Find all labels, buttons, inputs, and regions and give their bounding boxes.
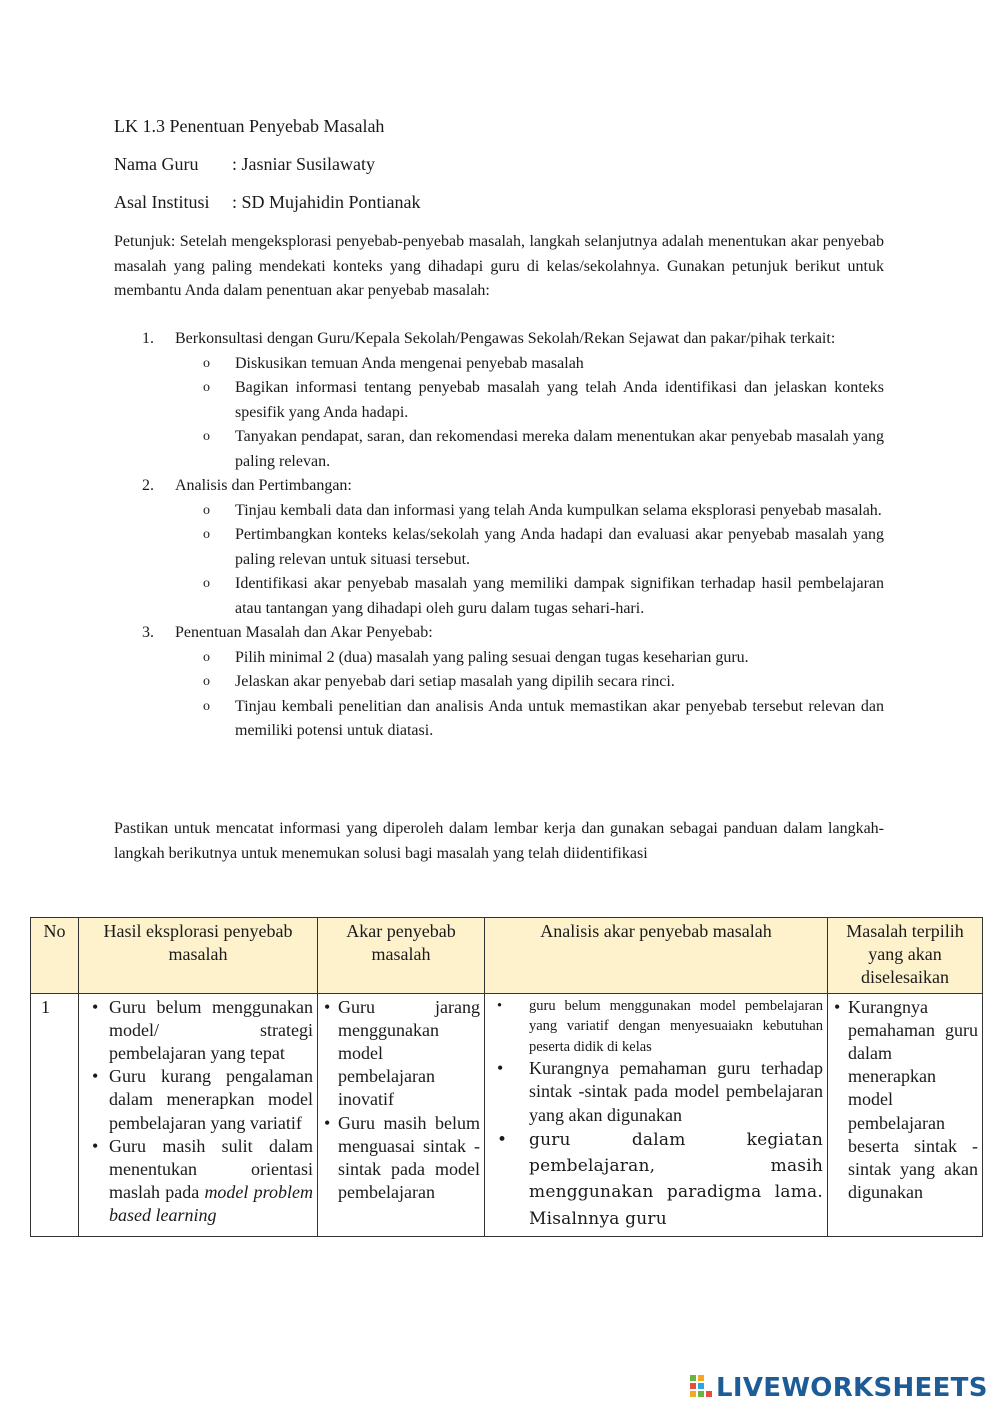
step-item xyxy=(114,474,884,499)
list-item: • Kurangnya pemahaman guru dalam menerapkan model pembelajaran beserta sintak - sintak yang akan digunakan xyxy=(832,996,978,1205)
circle-bullet-icon: o xyxy=(203,527,210,542)
instruction-steps xyxy=(114,327,884,744)
cell-hasil[interactable] xyxy=(79,993,318,1236)
circle-bullet-icon: o xyxy=(203,649,210,665)
step-subitem: o Bagikan informasi tentang penyebab masalah yang telah Anda identifikasi dan jelaskan konteks spesifik yang Anda hadapi. xyxy=(114,376,884,425)
institution-value: : SD Mujahidin Pontianak xyxy=(232,192,421,212)
step-subitem: o Jelaskan akar penyebab dari setiap masalah yang dipilih secara rinci. xyxy=(114,670,884,695)
list-item: • guru belum menggunakan model pembelajaran yang variatif dengan menyesuaiakn kebutuhan peserta didik di kelas xyxy=(489,996,823,1058)
col-header-analisis: Analisis akar penyebab masalah xyxy=(485,918,828,994)
circle-bullet-icon: o xyxy=(203,576,210,591)
step-number: 2. xyxy=(142,477,154,494)
root-cause-table xyxy=(30,917,983,1237)
step-item xyxy=(114,621,884,646)
step-item xyxy=(114,327,884,352)
cell-akar[interactable] xyxy=(318,993,485,1236)
step-subitem: o Identifikasi akar penyebab masalah yang memiliki dampak signifikan terhadap hasil pembelajaran atau tantangan yang dihadapi oleh guru dalam tugas sehari-hari. xyxy=(114,572,884,621)
step-subitem: o Tinjau kembali data dan informasi yang telah Anda kumpulkan selama eksplorasi penyebab masalah. xyxy=(114,499,884,524)
list-item: • Kurangnya pemahaman guru terhadap sintak -sintak pada model pembelajaran yang akan digunakan xyxy=(489,1057,823,1127)
teacher-name-value: : Jasniar Susilawaty xyxy=(232,154,375,174)
step-text: Penentuan Masalah dan Akar Penyebab: xyxy=(175,624,433,641)
col-header-akar: Akar penyebab masalah xyxy=(318,918,485,994)
step-subitem: o Pilih minimal 2 (dua) masalah yang paling sesuai dengan tugas keseharian guru. xyxy=(114,646,884,671)
circle-bullet-icon: o xyxy=(203,429,210,444)
circle-bullet-icon: o xyxy=(203,355,210,371)
closing-paragraph: Pastikan untuk mencatat informasi yang diperoleh dalam lembar kerja dan gunakan sebagai panduan dalam langkah-langkah berikutnya untuk menemukan solusi bagi masalah yang telah diidentifikasi xyxy=(114,820,884,862)
step-subitem: o Pertimbangkan konteks kelas/sekolah yang Anda hadapi dan evaluasi akar penyebab masalah yang paling relevan untuk situasi tersebut. xyxy=(114,523,884,572)
logo-text: LIVEWORKSHEETS xyxy=(716,1373,988,1403)
step-subitem: o Diskusikan temuan Anda mengenai penyebab masalah xyxy=(114,352,884,377)
teacher-name-row xyxy=(114,154,375,175)
worksheet-title: LK 1.3 Penentuan Penyebab Masalah xyxy=(114,116,385,136)
list-item: • Guru masih belum menguasai sintak -sintak pada model pembelajaran xyxy=(322,1112,480,1205)
table-header-row xyxy=(31,918,983,994)
step-number: 1. xyxy=(142,330,154,347)
col-header-hasil: Hasil eksplorasi penyebab masalah xyxy=(79,918,318,994)
col-header-no: No xyxy=(31,918,79,994)
logo-blocks-icon xyxy=(690,1375,712,1401)
list-item: • Guru belum menggunakan model/ strategi pembelajaran yang tepat xyxy=(83,996,313,1066)
institution-row xyxy=(114,192,421,213)
table-row xyxy=(31,993,983,1236)
list-item: • Guru jarang menggunakan model pembelajaran inovatif xyxy=(322,996,480,1112)
list-item: • Guru masih sulit dalam menentukan orientasi maslah pada model problem based learning xyxy=(83,1135,313,1228)
institution-label: Asal Institusi xyxy=(114,192,210,212)
teacher-name-label: Nama Guru xyxy=(114,154,199,174)
liveworksheets-logo xyxy=(690,1372,988,1404)
circle-bullet-icon: o xyxy=(203,698,210,714)
step-subitem: o Tanyakan pendapat, saran, dan rekomendasi mereka dalam menentukan akar penyebab masalah yang paling relevan. xyxy=(114,425,884,474)
cell-masalah[interactable] xyxy=(828,993,983,1236)
circle-bullet-icon: o xyxy=(203,380,210,395)
step-number: 3. xyxy=(142,624,154,641)
list-item: • Guru kurang pengalaman dalam menerapkan model pembelajaran yang variatif xyxy=(83,1065,313,1135)
col-header-masalah: Masalah terpilih yang akan diselesaikan xyxy=(828,918,983,994)
circle-bullet-icon: o xyxy=(203,674,210,689)
circle-bullet-icon: o xyxy=(203,502,210,518)
list-item: • guru dalam kegiatan pembelajaran, masih menggunakan paradigma lama. Misalnnya guru xyxy=(489,1127,823,1232)
step-subitem: o Tinjau kembali penelitian dan analisis Anda untuk memastikan akar penyebab tersebut relevan dan memiliki potensi untuk diatasi. xyxy=(114,695,884,744)
cell-analisis[interactable] xyxy=(485,993,828,1236)
step-text: Analisis dan Pertimbangan: xyxy=(175,477,352,494)
row-number: 1 xyxy=(31,993,79,1236)
step-text: Berkonsultasi dengan Guru/Kepala Sekolah/Pengawas Sekolah/Rekan Sejawat dan pakar/pihak terkait: xyxy=(175,330,836,347)
instructions-paragraph: Petunjuk: Setelah mengeksplorasi penyebab-penyebab masalah, langkah selanjutnya adalah menentukan akar penyebab masalah yang paling mendekati konteks yang dihadapi guru di kelas/sekolahnya. Gunakan petunjuk berikut untuk membantu Anda dalam penentuan akar penyebab masalah: xyxy=(114,233,884,299)
